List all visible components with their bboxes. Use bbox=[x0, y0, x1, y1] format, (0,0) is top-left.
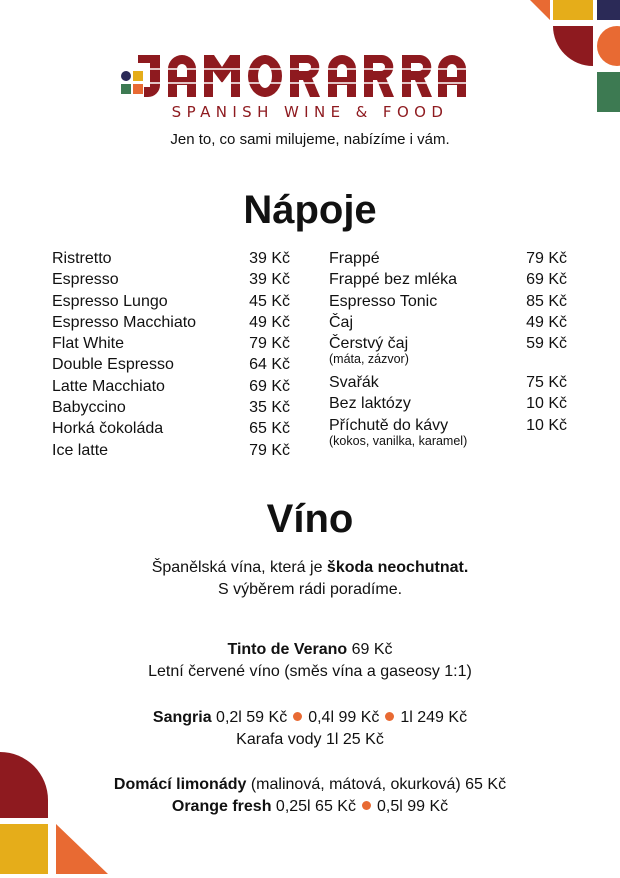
sangria-line bbox=[0, 707, 620, 729]
menu-item-note: (kokos, vanilka, karamel) bbox=[329, 433, 468, 448]
tinto-price: 69 Kč bbox=[347, 641, 393, 658]
drinks-right-column bbox=[329, 248, 567, 454]
menu-item-price: 69 Kč bbox=[526, 271, 567, 289]
menu-item-name: Čaj bbox=[329, 313, 354, 331]
menu-item bbox=[52, 440, 290, 461]
brand-tagline: SPANISH WINE & FOOD bbox=[171, 103, 449, 121]
corner-orange-triangle-bottom bbox=[56, 824, 108, 874]
menu-item-price: 85 Kč bbox=[526, 292, 567, 310]
wine-intro-line-1 bbox=[0, 557, 620, 579]
menu-item bbox=[52, 248, 290, 269]
menu-item-name: Espresso Lungo bbox=[52, 292, 168, 310]
corner-orange-triangle bbox=[530, 0, 550, 20]
menu-item-price: 35 Kč bbox=[249, 399, 290, 417]
orange-option: 0,5l 99 Kč bbox=[376, 798, 449, 815]
lemonade-block bbox=[0, 774, 620, 818]
orange-option: 0,25l 65 Kč bbox=[271, 798, 356, 815]
menu-item-name: Frappé bez mléka bbox=[329, 271, 458, 289]
menu-item-price: 79 Kč bbox=[526, 250, 567, 267]
menu-item bbox=[52, 312, 290, 333]
brand-motto: Jen to, co sami milujeme, nabízíme i vám. bbox=[170, 131, 450, 148]
corner-orange-circle bbox=[597, 26, 620, 66]
menu-item-name: Espresso Macchiato bbox=[52, 313, 197, 331]
menu-item-name: Double Espresso bbox=[52, 356, 174, 374]
wine-section-title: Víno bbox=[266, 497, 354, 541]
menu-item bbox=[52, 354, 290, 375]
menu-item-price: 10 Kč bbox=[526, 416, 567, 434]
menu-item bbox=[52, 376, 290, 397]
menu-item bbox=[52, 333, 290, 354]
corner-green-block bbox=[597, 72, 620, 112]
menu-item-price: 10 Kč bbox=[526, 395, 567, 413]
sangria-option: 0,4l 99 Kč bbox=[308, 709, 380, 726]
menu-item-name: Latte Macchiato bbox=[52, 377, 165, 395]
menu-item bbox=[329, 393, 567, 414]
menu-item bbox=[329, 333, 567, 372]
drinks-section-title: Nápoje bbox=[243, 188, 377, 232]
menu-item-name: Flat White bbox=[52, 335, 125, 353]
menu-item-name: Ice latte bbox=[52, 441, 109, 459]
tinto-block bbox=[0, 639, 620, 683]
menu-item-price: 65 Kč bbox=[249, 420, 290, 438]
menu-item-name: Svařák bbox=[329, 374, 379, 392]
drinks-left-column bbox=[52, 248, 290, 461]
menu-item bbox=[52, 291, 290, 312]
menu-item-name: Frappé bbox=[329, 250, 380, 267]
menu-item-price: 49 Kč bbox=[249, 313, 290, 331]
brand-wordmark bbox=[118, 55, 502, 97]
wine-intro bbox=[0, 557, 620, 601]
orange-name: Orange fresh bbox=[171, 798, 272, 815]
lemonade-line bbox=[0, 774, 620, 796]
menu-item-price: 39 Kč bbox=[249, 271, 290, 289]
lemonade-name: Domácí limonády bbox=[113, 776, 247, 793]
lemonade-description: (malinová, mátová, okurková) 65 Kč bbox=[246, 776, 507, 793]
menu-item-price: 39 Kč bbox=[249, 250, 290, 267]
corner-yellow-block-bottom bbox=[0, 824, 48, 874]
menu-item bbox=[329, 269, 567, 290]
bullet-dot-icon bbox=[293, 712, 302, 721]
orange-line bbox=[0, 796, 620, 818]
menu-item bbox=[52, 397, 290, 418]
menu-item bbox=[329, 291, 567, 312]
menu-item-name: Ristretto bbox=[52, 250, 112, 267]
menu-item bbox=[329, 248, 567, 269]
menu-item-price: 79 Kč bbox=[249, 441, 290, 459]
sangria-option: 1l 249 Kč bbox=[400, 709, 468, 726]
corner-navy-block bbox=[597, 0, 620, 20]
wine-intro-highlight: škoda neochutnat. bbox=[326, 559, 469, 576]
menu-item-price: 75 Kč bbox=[526, 374, 567, 392]
wine-intro-text: Španělská vína, která je bbox=[151, 559, 327, 576]
menu-item-price: 69 Kč bbox=[249, 377, 290, 395]
menu-item-name: Horká čokoláda bbox=[52, 420, 164, 438]
menu-item-name: Bez laktózy bbox=[329, 395, 411, 413]
corner-red-quarter-circle bbox=[553, 26, 593, 66]
menu-item-name: Espresso Tonic bbox=[329, 292, 438, 310]
menu-item bbox=[52, 418, 290, 439]
sangria-option: 0,2l 59 Kč bbox=[211, 709, 288, 726]
menu-item bbox=[329, 312, 567, 333]
carafe-line: Karafa vody 1l 25 Kč bbox=[236, 731, 384, 748]
menu-item-price: 59 Kč bbox=[526, 335, 567, 353]
sangria-block bbox=[0, 707, 620, 751]
menu-item-name: Příchutě do kávy bbox=[329, 416, 449, 434]
sangria-name: Sangria bbox=[152, 709, 212, 726]
corner-yellow-block bbox=[553, 0, 593, 20]
menu-item bbox=[329, 415, 567, 454]
menu-item bbox=[52, 269, 290, 290]
menu-item-note: (máta, zázvor) bbox=[329, 352, 409, 367]
tinto-line bbox=[0, 639, 620, 661]
menu-item bbox=[329, 372, 567, 393]
brand-logo bbox=[118, 55, 502, 97]
menu-item-price: 64 Kč bbox=[249, 356, 290, 374]
menu-item-name: Espresso bbox=[52, 271, 119, 289]
bullet-dot-icon bbox=[385, 712, 394, 721]
wine-intro-line-2: S výběrem rádi poradíme. bbox=[217, 581, 403, 598]
tinto-name: Tinto de Verano bbox=[227, 641, 348, 658]
menu-item-price: 45 Kč bbox=[249, 292, 290, 310]
menu-item-name: Čerstvý čaj bbox=[329, 335, 409, 353]
bullet-dot-icon bbox=[362, 801, 371, 810]
tinto-description: Letní červené víno (směs vína a gaseosy 1:1) bbox=[148, 663, 472, 680]
menu-item-price: 79 Kč bbox=[249, 335, 290, 353]
menu-item-name: Babyccino bbox=[52, 399, 126, 417]
menu-item-price: 49 Kč bbox=[526, 313, 567, 331]
